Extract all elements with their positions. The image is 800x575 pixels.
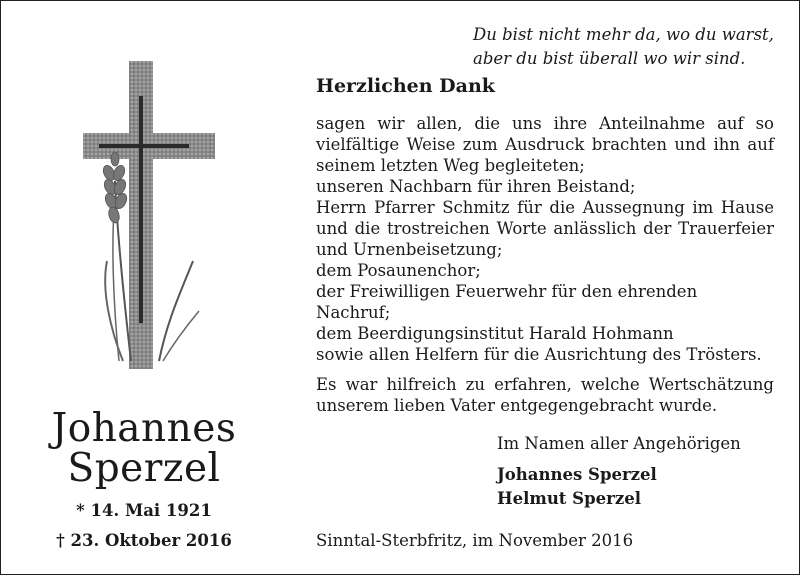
motto-quote	[473, 23, 783, 71]
birth-date: * 14. Mai 1921	[76, 501, 212, 520]
thanks-paragraph: sagen wir allen, die uns ihre Anteilnahme auf so vielfältige Weise zum Ausdruck brachten und ihn auf seinem letzten Weg begleiteten;	[316, 114, 774, 175]
place-and-date: Sinntal-Sterbfritz, im November 2016	[316, 531, 634, 550]
signer-name: Helmut Sperzel	[497, 489, 641, 508]
motto-line-1: Du bist nicht mehr da, wo du warst,	[473, 25, 774, 44]
thanks-paragraph: dem Beerdigungsinstitut Harald Hohmann	[316, 324, 674, 343]
thanks-heading: Herzlichen Dank	[316, 75, 495, 97]
thanks-text	[316, 113, 774, 416]
thanks-paragraph: unseren Nachbarn für ihren Beistand;	[316, 177, 636, 196]
signer-name: Johannes Sperzel	[497, 465, 657, 484]
thanks-paragraph: der Freiwilligen Feuerwehr für den ehrenden Nachruf;	[316, 282, 698, 322]
deceased-name	[31, 406, 257, 491]
thanks-paragraph: dem Posaunenchor;	[316, 261, 481, 280]
thanks-paragraph: Herrn Pfarrer Schmitz für die Aussegnung im Hause und die trostreichen Worte anlässlich der Trauerfeier und Urnenbeisetzung;	[316, 198, 774, 259]
thanks-paragraph: sowie allen Helfern für die Ausrichtung des Trösters.	[316, 345, 762, 364]
motto-line-2: aber du bist überall wo wir sind.	[473, 49, 746, 68]
signoff-line: Im Namen aller Angehörigen	[497, 434, 741, 453]
death-date: † 23. Oktober 2016	[56, 531, 232, 550]
deceased-first-name: Johannes	[51, 406, 237, 451]
cross-with-wheat-icon	[71, 61, 221, 371]
deceased-last-name: Sperzel	[67, 446, 221, 491]
signers	[497, 463, 657, 511]
closing-paragraph: Es war hilfreich zu erfahren, welche Wertschätzung unserem lieben Vater entgegengebracht wurde.	[316, 375, 774, 415]
